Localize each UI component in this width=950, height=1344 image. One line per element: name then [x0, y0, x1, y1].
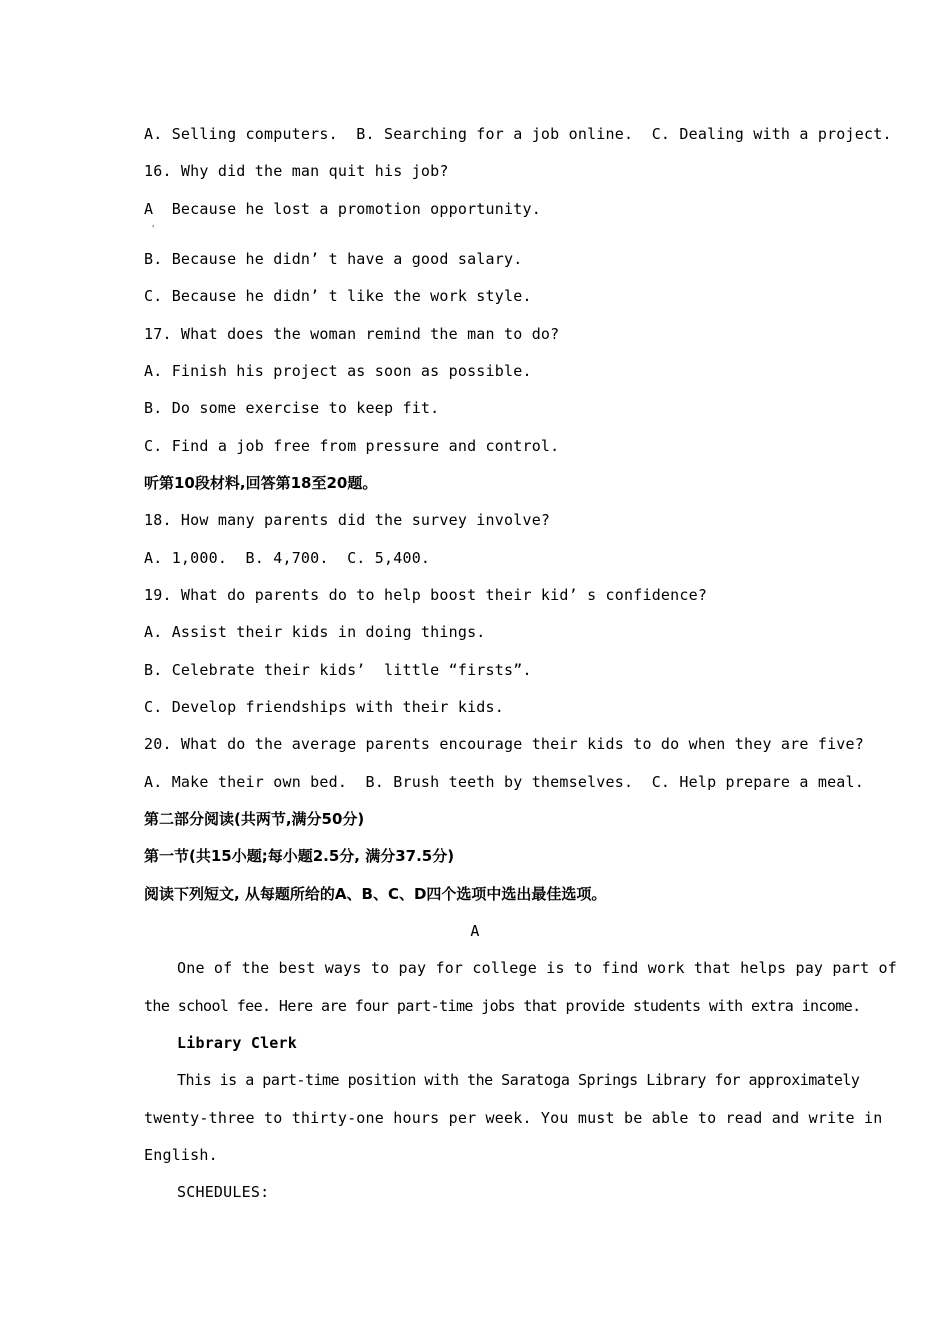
- question-18: 18. How many parents did the survey involve?: [144, 511, 551, 529]
- passage-paragraph-1-line-1: One of the best ways to pay for college is to find work that helps pay part of: [177, 959, 897, 977]
- question-19: 19. What do parents do to help boost their kid’ s confidence?: [144, 586, 708, 604]
- q17-option-a: A. Finish his project as soon as possible.: [144, 362, 532, 380]
- q16-option-a: A Because he lost a promotion opportunity.: [144, 200, 541, 218]
- q16-option-c: C. Because he didn’ t like the work style.: [144, 287, 532, 305]
- q19-option-b: B. Celebrate their kids’ little “firsts”.: [144, 661, 532, 679]
- question-17: 17. What does the woman remind the man to do?: [144, 325, 560, 343]
- part-2-title: 第二部分阅读(共两节,满分50分): [144, 810, 365, 828]
- job-title-library-clerk: Library Clerk: [177, 1034, 297, 1052]
- reading-instructions: 阅读下列短文, 从每题所给的A、B、C、D四个选项中选出最佳选项。: [144, 885, 607, 903]
- passage-paragraph-2-line-2: twenty-three to thirty-one hours per week. You must be able to read and write in: [144, 1109, 883, 1127]
- question-16: 16. Why did the man quit his job?: [144, 162, 449, 180]
- passage-paragraph-2-line-3: English.: [144, 1146, 218, 1164]
- passage-label: A: [470, 922, 480, 940]
- q19-option-c: C. Develop friendships with their kids.: [144, 698, 504, 716]
- q17-option-c: C. Find a job free from pressure and control.: [144, 437, 560, 455]
- q20-options: A. Make their own bed. B. Brush teeth by themselves. C. Help prepare a meal.: [144, 773, 864, 791]
- q16-option-b: B. Because he didn’ t have a good salary.: [144, 250, 523, 268]
- schedules-heading: SCHEDULES:: [177, 1183, 270, 1201]
- q18-options: A. 1,000. B. 4,700. C. 5,400.: [144, 549, 431, 567]
- passage-paragraph-1-line-2: the school fee. Here are four part-time jobs that provide students with extra income.: [144, 997, 861, 1015]
- passage-paragraph-2-line-1: This is a part-time position with the Saratoga Springs Library for approximately: [177, 1071, 860, 1089]
- section-10-heading: 听第10段材料,回答第18至20题。: [144, 474, 378, 492]
- q15-options: A. Selling computers. B. Searching for a job online. C. Dealing with a project.: [144, 125, 892, 143]
- section-1-title: 第一节(共15小题;每小题2.5分, 满分37.5分): [144, 847, 455, 865]
- q19-option-a: A. Assist their kids in doing things.: [144, 623, 486, 641]
- stray-mark: ': [152, 224, 155, 233]
- question-20: 20. What do the average parents encourage their kids to do when they are five?: [144, 735, 864, 753]
- q17-option-b: B. Do some exercise to keep fit.: [144, 399, 440, 417]
